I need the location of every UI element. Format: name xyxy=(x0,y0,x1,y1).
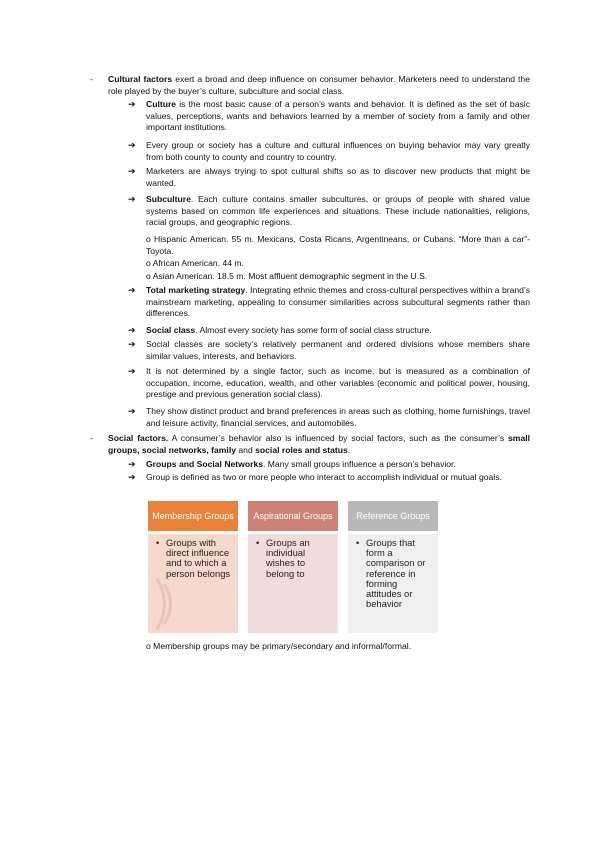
arrow-icon: ➔ xyxy=(128,140,136,150)
sub-item-hispanic: o Hispanic American. 55 m. Mexicans, Costa Ricans, Argentineans, or Cubans. “More than a car”- Toyota. xyxy=(146,234,530,256)
arrow-icon: ➔ xyxy=(128,325,136,335)
list-item: ➔ Marketers are always trying to spot cultural shifts so as to discover new products that might be wanted. xyxy=(128,166,530,188)
arrow-icon: ➔ xyxy=(128,166,136,176)
card-content xyxy=(248,534,338,633)
arrow-icon: ➔ xyxy=(128,406,136,416)
card-title: Reference Groups xyxy=(348,501,438,531)
list-item: ➔ Total marketing strategy. Integrating ethnic themes and cross-cultural perspectives within a brand’s mainstream marketing, appealing to consumer similarities across subcultural segments rather than differences. xyxy=(128,285,530,319)
group-types-diagram xyxy=(148,501,438,633)
list-item: ➔ Every group or society has a culture and cultural influences on buying behavior may vary greatly from both county to county and country to country. xyxy=(128,140,530,162)
dash-marker: - xyxy=(90,74,93,84)
card-title: Aspirational Groups xyxy=(248,501,338,531)
social-factors-title: Social factors. xyxy=(108,433,169,443)
cultural-factors-paragraph xyxy=(90,74,530,97)
list-item: ➔ It is not determined by a single factor, such as income, but is measured as a combination of occupation, income, education, wealth, and other variables (economic and political power, housing, prestige and previous generation social class). xyxy=(128,366,530,400)
membership-groups-caption: o Membership groups may be primary/secondary and informal/formal. xyxy=(146,641,412,651)
arrow-icon: ➔ xyxy=(128,459,136,469)
cultural-factors-title: Cultural factors xyxy=(108,74,173,84)
sub-item-african: o African American. 44 m. xyxy=(146,258,244,268)
card-bullet: • Groups with direct influence and to which a person belongs xyxy=(166,538,234,579)
list-item: ➔ Social class. Almost every society has some form of social class structure. xyxy=(128,325,432,335)
list-item: ➔ Groups and Social Networks. Many small groups influence a person’s behavior. xyxy=(128,459,456,469)
social-factors-paragraph: - Social factors. A consumer’s behavior also is influenced by social factors, such as the consumer’s small groups, social networks, family and social roles and status. xyxy=(90,433,531,455)
arrow-icon: ➔ xyxy=(128,99,136,109)
list-item: ➔ Culture is the most basic cause of a person’s wants and behavior. It is defined as the set of basic values, perceptions, wants and behaviors learned by a member of society from a family and other important institutions. xyxy=(128,99,530,133)
arrow-icon: ➔ xyxy=(128,285,136,295)
aspirational-groups-card xyxy=(248,501,338,633)
arrow-icon: ➔ xyxy=(128,472,136,482)
card-bullet: • Groups an individual wishes to belong to xyxy=(266,538,334,579)
sub-item-asian: o Asian American. 18.5 m. Most affluent demographic segment in the U.S. xyxy=(146,271,428,281)
cultural-factors-intro: exert a broad and deep influence on consumer behavior. Marketers need to understand the role played by the buyer’s culture, subculture and social class. xyxy=(108,74,530,96)
list-item: ➔ Social classes are society’s relatively permanent and ordered divisions whose members share similar values, interests, and behaviors. xyxy=(128,339,530,361)
reference-groups-card xyxy=(348,501,438,633)
watermark-icon xyxy=(152,574,192,634)
card-bullet: • Groups that form a comparison or reference in forming attitudes or behavior xyxy=(366,538,434,609)
list-item: ➔ Group is defined as two or more people who interact to accomplish individual or mutual goals. xyxy=(128,472,502,482)
card-title: Membership Groups xyxy=(148,501,238,531)
card-content xyxy=(148,534,238,633)
list-item: ➔ They show distinct product and brand preferences in areas such as clothing, home furnishings, travel and leisure activity, financial services, and automobiles. xyxy=(128,406,530,428)
card-content xyxy=(348,534,438,633)
list-item: ➔ Subculture. Each culture contains smaller subcultures, or groups of people with shared value systems based on common life experiences and situations. These include nationalities, religions, racial groups, and geographic regions. xyxy=(128,194,530,228)
arrow-icon: ➔ xyxy=(128,339,136,349)
dash-marker: - xyxy=(90,433,93,443)
arrow-icon: ➔ xyxy=(128,194,136,204)
arrow-icon: ➔ xyxy=(128,366,136,376)
membership-groups-card xyxy=(148,501,238,633)
